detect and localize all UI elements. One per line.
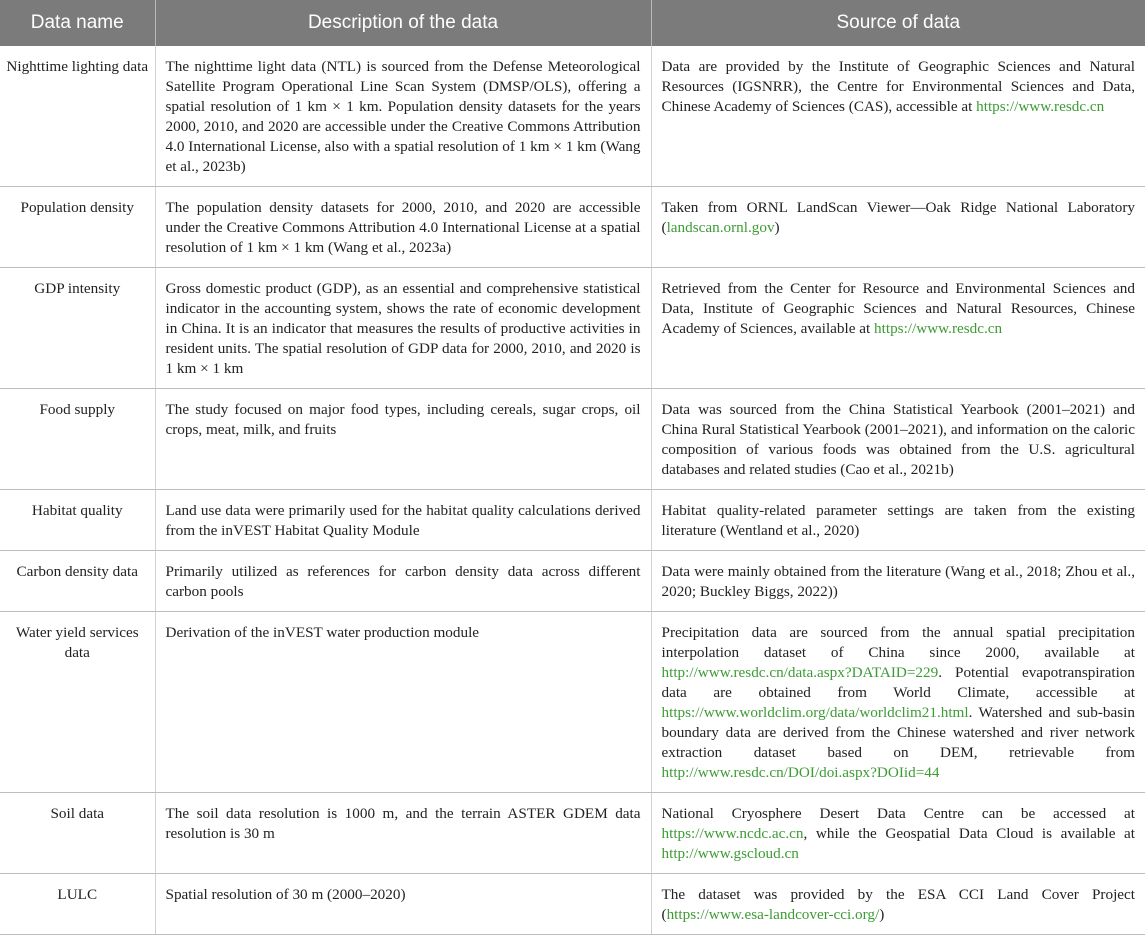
source-text: Data were mainly obtained from the literature (Wang et al., 2018; Zhou et al., 2020; Buckley Biggs, 2022)) [661, 563, 1135, 600]
source-text: Taken from ORNL LandScan Viewer—Oak Ridge National Laboratory ( [661, 199, 1135, 236]
description-cell: The population density datasets for 2000, 2010, and 2020 are accessible under the Creative Commons Attribution 4.0 International License at a spatial resolution of 1 km × 1 km (Wang et al., 2023a) [155, 187, 651, 268]
source-cell [651, 551, 1145, 612]
data-name-cell: GDP intensity [0, 268, 155, 389]
source-cell [651, 187, 1145, 268]
data-name-cell: Water yield services data [0, 612, 155, 793]
table-row [0, 389, 1145, 490]
source-text: . Potential evapotranspiration data are obtained from World Climate, accessible at [661, 664, 1135, 701]
header-data-name: Data name [0, 0, 155, 46]
description-cell: Primarily utilized as references for carbon density data across different carbon pools [155, 551, 651, 612]
source-cell [651, 490, 1145, 551]
table-body [0, 46, 1145, 935]
data-name-cell: Habitat quality [0, 490, 155, 551]
table-row [0, 268, 1145, 389]
table-row [0, 612, 1145, 793]
data-name-cell: Soil data [0, 793, 155, 874]
table-row [0, 874, 1145, 935]
source-text: The dataset was provided by the ESA CCI Land Cover Project ( [661, 886, 1135, 923]
description-cell: Derivation of the inVEST water production module [155, 612, 651, 793]
table-row [0, 551, 1145, 612]
source-text: National Cryosphere Desert Data Centre can be accessed at [661, 805, 1135, 822]
description-cell: The nighttime light data (NTL) is sourced from the Defense Meteorological Satellite Program Operational Line Scan System (DMSP/OLS), offering a spatial resolution of 1 km × 1 km. Population density datasets for the years 2000, 2010, and 2020 are accessible under the Creative Commons Attribution 4.0 International License, also with a spatial resolution of 1 km × 1 km (Wang et al., 2023b) [155, 46, 651, 187]
source-link[interactable]: landscan.ornl.gov [666, 219, 775, 236]
source-link[interactable]: https://www.ncdc.ac.cn [661, 825, 804, 842]
table-row [0, 793, 1145, 874]
table-row [0, 490, 1145, 551]
data-name-cell: Nighttime lighting data [0, 46, 155, 187]
table-row [0, 187, 1145, 268]
source-cell [651, 268, 1145, 389]
table-row [0, 46, 1145, 187]
source-link[interactable]: http://www.gscloud.cn [661, 845, 799, 862]
data-name-cell: LULC [0, 874, 155, 935]
data-name-cell: Population density [0, 187, 155, 268]
source-cell [651, 389, 1145, 490]
source-text: Data was sourced from the China Statistical Yearbook (2001–2021) and China Rural Statistical Yearbook (2001–2021), and information on the caloric composition of various foods was obtained from the U.S. agricultural databases and related studies (Cao et al., 2021b) [661, 401, 1135, 478]
source-text: ) [774, 219, 780, 236]
source-link[interactable]: http://www.resdc.cn/data.aspx?DATAID=229 [661, 664, 939, 681]
data-name-cell: Carbon density data [0, 551, 155, 612]
header-source: Source of data [651, 0, 1145, 46]
source-text: Retrieved from the Center for Resource and Environmental Sciences and Data, Institute of Geographic Sciences and Natural Resources, Chinese Academy of Sciences, available at [661, 280, 1135, 337]
source-cell [651, 612, 1145, 793]
source-cell [651, 46, 1145, 187]
source-text: , while the Geospatial Data Cloud is available at [803, 825, 1135, 842]
source-link[interactable]: https://www.resdc.cn [874, 320, 1003, 337]
source-text: ) [879, 906, 885, 923]
source-text: Precipitation data are sourced from the annual spatial precipitation interpolation dataset of China since 2000, available at [661, 624, 1135, 661]
table-header [0, 0, 1145, 46]
header-description: Description of the data [155, 0, 651, 46]
source-cell [651, 793, 1145, 874]
description-cell: The study focused on major food types, including cereals, sugar crops, oil crops, meat, milk, and fruits [155, 389, 651, 490]
header-row [0, 0, 1145, 46]
source-link[interactable]: http://www.resdc.cn/DOI/doi.aspx?DOIid=44 [661, 764, 940, 781]
description-cell: The soil data resolution is 1000 m, and the terrain ASTER GDEM data resolution is 30 m [155, 793, 651, 874]
source-link[interactable]: https://www.esa-landcover-cci.org/ [666, 906, 880, 923]
source-text: Habitat quality-related parameter settings are taken from the existing literature (Wentland et al., 2020) [661, 502, 1135, 539]
source-link[interactable]: https://www.worldclim.org/data/worldclim21.html [661, 704, 969, 721]
data-name-cell: Food supply [0, 389, 155, 490]
description-cell: Gross domestic product (GDP), as an essential and comprehensive statistical indicator in the accounting system, shows the rate of economic development in China. It is an indicator that measures the results of productive activities in resident units. The spatial resolution of GDP data for 2000, 2010, and 2020 is 1 km × 1 km [155, 268, 651, 389]
source-text: Data are provided by the Institute of Geographic Sciences and Natural Resources (IGSNRR), the Centre for Environmental Sciences and Data, Chinese Academy of Sciences (CAS), accessible at [661, 58, 1135, 115]
source-cell [651, 874, 1145, 935]
source-text: . Watershed and sub-basin boundary data are derived from the Chinese watershed and river network extraction dataset based on DEM, retrievable from [661, 704, 1135, 761]
description-cell: Spatial resolution of 30 m (2000–2020) [155, 874, 651, 935]
description-cell: Land use data were primarily used for the habitat quality calculations derived from the inVEST Habitat Quality Module [155, 490, 651, 551]
source-link[interactable]: https://www.resdc.cn [976, 98, 1105, 115]
